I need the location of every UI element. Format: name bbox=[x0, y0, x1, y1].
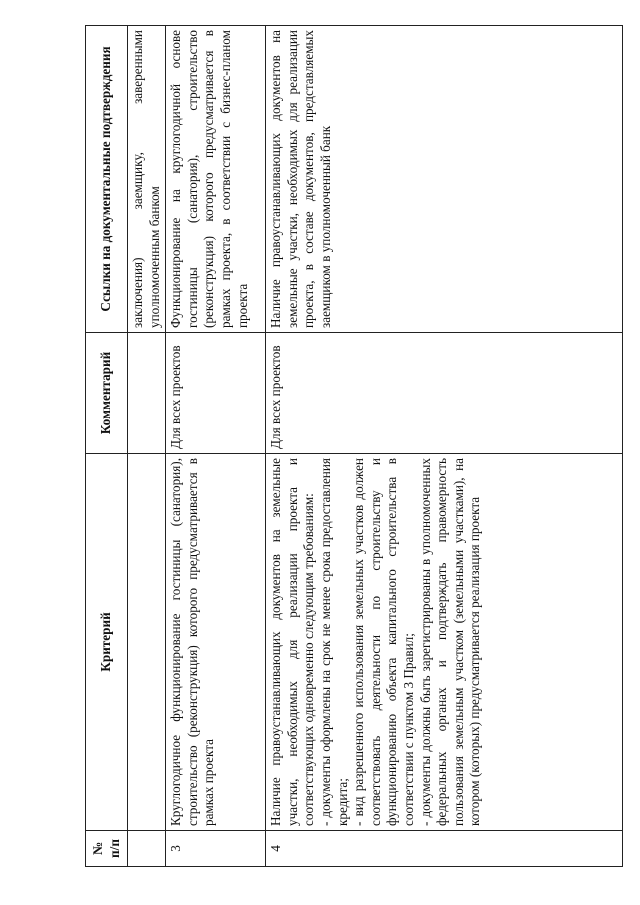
row-comment: Для всех проектов bbox=[266, 333, 623, 454]
row-num bbox=[128, 831, 166, 867]
rotated-table-container bbox=[85, 26, 613, 867]
criteria-table bbox=[85, 25, 623, 867]
header-refs: Ссылки на документальные подтверждения bbox=[86, 26, 128, 333]
header-criterion: Критерий bbox=[86, 454, 128, 831]
row-refs: Наличие правоустанавливающих документов на земельные участки, необходимых для реализации проекта, в составе документов, представляемых заемщиком в уполномоченный банк bbox=[266, 26, 623, 333]
row-criterion: Круглогодичное функционирование гостиницы (санатория), строительство (реконструкция) которого предусматривается в рамках проекта bbox=[166, 454, 266, 831]
header-num: № п/п bbox=[86, 831, 128, 867]
table-header-row bbox=[86, 26, 128, 867]
row-criterion bbox=[128, 454, 166, 831]
table-row bbox=[266, 26, 623, 867]
header-comment: Комментарий bbox=[86, 333, 128, 454]
row-criterion: Наличие правоустанавливающих документов на земельные участки, необходимых для реализации проекта и соответствующих одновременно следующим требованиям: - документы оформлены на срок не менее срока предоставления кредита; - вид разрешенного использования земельных участков должен соответствовать деятельности по строительству и функционированию объекта капитального строительства в соответствии с пунктом 3 Правил; - документы должны быть зарегистрированы в уполномоченных федеральных органах и подтверждать правомерность пользования земельным участком (земельными участками), на котором (которых) предусматривается реализация проекта bbox=[266, 454, 623, 831]
row-num: 3 bbox=[166, 831, 266, 867]
row-comment: Для всех проектов bbox=[166, 333, 266, 454]
table-row bbox=[128, 26, 166, 867]
table-row bbox=[166, 26, 266, 867]
row-num: 4 bbox=[266, 831, 623, 867]
row-refs: заключения) заемщику, заверенными уполномоченным банком bbox=[128, 26, 166, 333]
row-comment bbox=[128, 333, 166, 454]
row-refs: Функционирование на круглогодичной основе гостиницы (санатория), строительство (реконструкция) которого предусматривается в рамках проекта, в соответствии с бизнес-планом проекта bbox=[166, 26, 266, 333]
